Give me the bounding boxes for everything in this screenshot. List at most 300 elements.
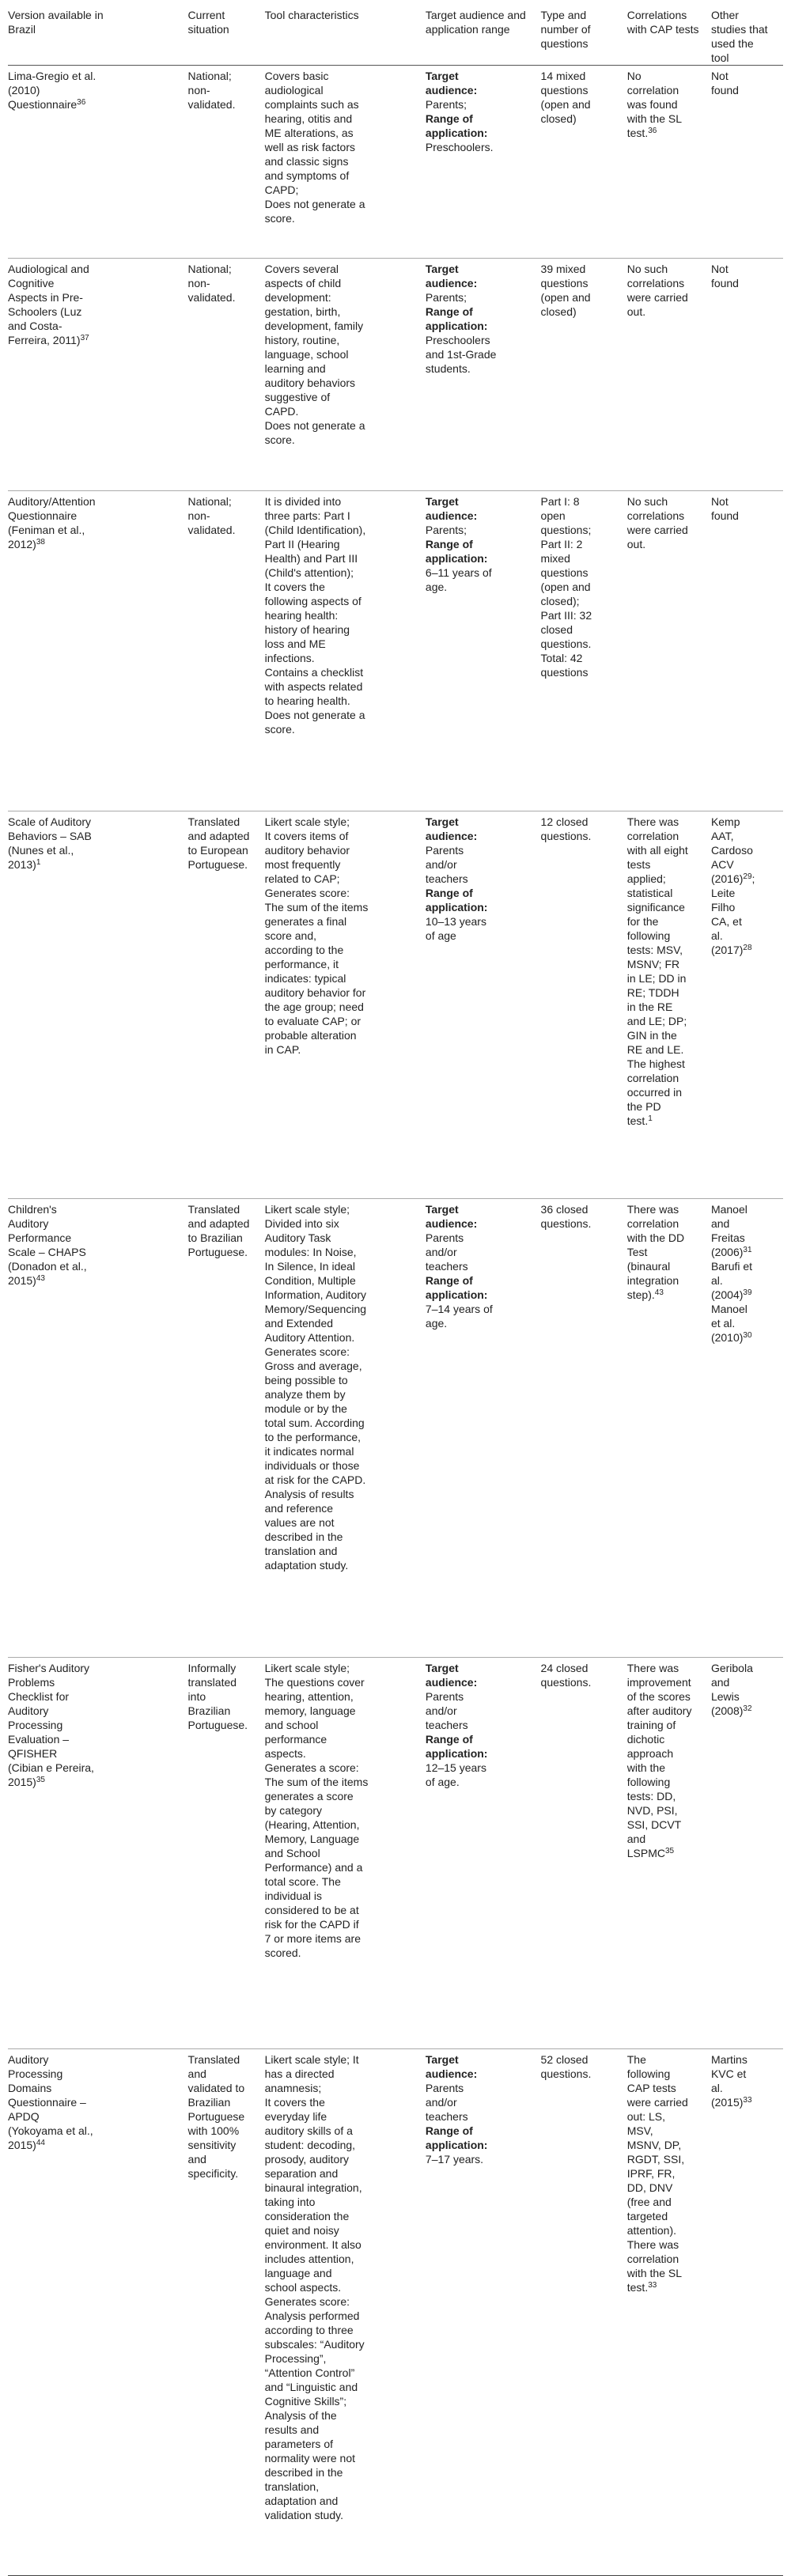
correlations-line <box>627 1259 706 1273</box>
type-line: questions. <box>540 830 592 842</box>
audience-label: Target <box>425 1662 459 1674</box>
version-text: Auditory <box>8 1217 49 1230</box>
correlations-text: NVD, PSI, <box>626 1804 678 1817</box>
correlations-line <box>627 1231 706 1245</box>
audience-value: Parents <box>425 1231 464 1244</box>
audience-line <box>426 1675 536 1689</box>
audience-line <box>426 305 536 319</box>
characteristics-line: Analysis of results <box>264 1488 354 1500</box>
correlations-text: There was <box>626 2238 679 2251</box>
type-line: questions. <box>540 2067 592 2080</box>
review-table <box>8 8 783 2576</box>
correlations-line <box>627 1202 706 1216</box>
others-line <box>711 829 778 843</box>
version-line <box>8 1273 184 1288</box>
version-text: QFISHER <box>8 1747 58 1760</box>
characteristics-line: to evaluate CAP; or <box>264 1015 361 1027</box>
audience-line <box>426 1718 536 1732</box>
correlations-line <box>627 1661 706 1675</box>
correlations-text: with the SL <box>626 2267 683 2279</box>
characteristics-line: taking into <box>264 2196 316 2208</box>
situation-line: validated to <box>187 2082 245 2094</box>
correlations-line <box>627 1028 706 1042</box>
correlations-line <box>627 1803 706 1818</box>
cell-characteristics <box>265 259 426 491</box>
audience-value: of age. <box>425 1776 460 1788</box>
characteristics-line: auditory behavior for <box>264 986 366 999</box>
correlations-text: occurred in <box>626 1086 683 1099</box>
situation-line: into <box>187 1690 206 1703</box>
audience-line <box>426 1316 536 1330</box>
audience-line <box>426 1231 536 1245</box>
characteristics-line: with aspects related <box>264 680 363 693</box>
correlations-line <box>627 1846 706 1860</box>
correlations-text: out. <box>626 305 646 318</box>
others-line <box>711 900 778 914</box>
audience-line <box>426 1732 536 1746</box>
audience-value: teachers <box>425 2110 468 2123</box>
characteristics-line: Divided into six <box>264 1217 339 1230</box>
audience-value: Parents; <box>425 291 467 304</box>
cell-characteristics <box>265 1199 426 1658</box>
correlations-line <box>627 985 706 1000</box>
correlations-text: test. <box>626 127 649 139</box>
audience-value: 7–14 years of <box>425 1303 493 1315</box>
correlations-text: following <box>626 1776 671 1788</box>
others-text: KVC et <box>710 2067 747 2080</box>
table-row <box>8 811 783 1199</box>
correlations-line <box>627 83 706 97</box>
characteristics-line: Cognitive Skills”; <box>264 2395 347 2408</box>
others-line <box>711 886 778 900</box>
situation-line: National; <box>187 495 232 508</box>
characteristics-line: the age group; need <box>264 1001 364 1013</box>
version-line <box>8 829 184 843</box>
characteristics-line: audiological <box>264 84 324 96</box>
type-line: 24 closed <box>540 1662 589 1674</box>
type-line: 39 mixed <box>540 263 586 275</box>
correlations-line <box>627 1288 706 1302</box>
characteristics-line: learning and <box>264 362 326 375</box>
audience-line <box>426 347 536 361</box>
cell-others <box>711 66 783 259</box>
cell-type <box>541 259 627 491</box>
audience-line <box>426 2067 536 2081</box>
correlations-text: targeted <box>626 2210 668 2222</box>
audience-line <box>426 872 536 886</box>
characteristics-line: In Silence, In ideal <box>264 1260 356 1273</box>
audience-label: Range of <box>425 112 473 125</box>
characteristics-line: considered to be at <box>264 1904 359 1916</box>
characteristics-line: scored. <box>264 1946 301 1959</box>
reference-number: 1 <box>648 1114 653 1123</box>
version-line <box>8 1661 184 1675</box>
others-text: (2017) <box>710 944 744 956</box>
correlations-line <box>627 1761 706 1775</box>
column-header-line: used the <box>710 37 754 50</box>
characteristics-line: and symptoms of <box>264 169 350 182</box>
type-line: Part II: 2 <box>540 538 583 550</box>
version-text: 2013) <box>8 858 36 871</box>
others-line <box>711 1216 778 1231</box>
characteristics-line: It is divided into <box>264 495 342 508</box>
characteristics-line: to the performance, <box>264 1431 361 1443</box>
reference-number: 33 <box>743 2096 752 2105</box>
audience-line <box>426 551 536 566</box>
audience-line <box>426 1216 536 1231</box>
characteristics-line: by category <box>264 1804 322 1817</box>
correlations-text: The highest <box>626 1057 685 1070</box>
cell-situation <box>188 811 265 1199</box>
reference-number: 36 <box>648 127 657 135</box>
audience-line <box>426 290 536 305</box>
others-line <box>711 843 778 857</box>
correlations-line <box>627 2181 706 2195</box>
version-text: Processing <box>8 1719 63 1731</box>
audience-line <box>426 361 536 376</box>
characteristics-line: three parts: Part I <box>264 509 350 522</box>
situation-line: with 100% <box>187 2124 240 2137</box>
characteristics-line: Contains a checklist <box>264 666 364 679</box>
version-text: Children's <box>8 1203 57 1216</box>
characteristics-line: risk for the CAPD if <box>264 1918 359 1931</box>
characteristics-line: Does not generate a <box>264 198 365 210</box>
audience-value: Parents <box>425 844 464 857</box>
others-line <box>711 83 778 97</box>
characteristics-line: CAPD; <box>264 183 299 196</box>
cell-audience <box>426 491 541 811</box>
audience-line <box>426 83 536 97</box>
others-text: ; <box>751 872 755 885</box>
cell-type <box>541 2049 627 2576</box>
audience-line <box>426 2109 536 2124</box>
audience-value: teachers <box>425 1260 468 1273</box>
correlations-line <box>627 1245 706 1259</box>
table-row <box>8 1199 783 1658</box>
characteristics-line: Auditory Task <box>264 1231 331 1244</box>
type-line: closed <box>540 623 573 636</box>
version-line <box>8 494 184 509</box>
correlations-text: following <box>626 929 671 942</box>
characteristics-line: well as risk factors <box>264 141 355 153</box>
audience-value: Parents <box>425 2082 464 2094</box>
version-text: 2015) <box>8 1776 36 1788</box>
characteristics-line: Analysis performed <box>264 2309 360 2322</box>
audience-label: Target <box>425 495 459 508</box>
cell-audience <box>426 1658 541 2049</box>
characteristics-line: binaural integration, <box>264 2181 362 2194</box>
correlations-text: attention). <box>626 2224 677 2237</box>
cell-correlations <box>627 491 711 811</box>
others-line <box>711 1288 778 1302</box>
characteristics-line: memory, language <box>264 1704 356 1717</box>
audience-value: and/or <box>425 858 457 871</box>
audience-line <box>426 276 536 290</box>
situation-line: validated. <box>187 291 236 304</box>
audience-label: Target <box>425 1203 459 1216</box>
cell-characteristics <box>265 811 426 1199</box>
correlations-line <box>627 1818 706 1832</box>
table-header <box>8 8 783 66</box>
version-line <box>8 69 184 83</box>
characteristics-line: language, school <box>264 348 349 361</box>
type-line: (open and <box>540 291 591 304</box>
correlations-line <box>627 2195 706 2209</box>
audience-line <box>426 140 536 154</box>
audience-label: application: <box>425 1288 488 1301</box>
correlations-text: CAP tests <box>626 2082 676 2094</box>
situation-line: validated. <box>187 524 236 536</box>
audience-line <box>426 1288 536 1302</box>
characteristics-line: It covers the <box>264 2096 325 2109</box>
audience-label: Range of <box>425 2124 473 2137</box>
version-text: 2015) <box>8 1274 36 1287</box>
audience-line <box>426 2081 536 2095</box>
audience-line <box>426 1775 536 1789</box>
characteristics-line: according to three <box>264 2324 354 2336</box>
column-header-audience <box>426 8 541 66</box>
others-line <box>711 1316 778 1330</box>
situation-line: to European <box>187 844 248 857</box>
column-header-line: tool <box>710 51 729 64</box>
characteristics-line: module or by the <box>264 1402 347 1415</box>
situation-line: National; <box>187 70 232 82</box>
correlations-text: No such <box>626 495 668 508</box>
correlations-line <box>627 1718 706 1732</box>
correlations-line <box>627 2067 706 2081</box>
correlations-line <box>627 1273 706 1288</box>
column-header-line: application range <box>425 23 510 36</box>
reference-number: 43 <box>654 1288 664 1297</box>
correlations-line <box>627 2166 706 2181</box>
characteristics-line: results and <box>264 2423 320 2436</box>
version-text: and Costa- <box>8 320 62 332</box>
audience-line <box>426 1202 536 1216</box>
audience-line <box>426 2138 536 2152</box>
others-line <box>711 943 778 957</box>
audience-label: Range of <box>425 887 473 899</box>
column-header-line: Target audience and <box>425 9 526 21</box>
others-line <box>711 2081 778 2095</box>
audience-label: Target <box>425 70 459 82</box>
reference-number: 44 <box>36 2139 45 2147</box>
characteristics-line: normality were not <box>264 2452 356 2464</box>
others-line <box>711 857 778 872</box>
type-line: closed) <box>540 112 577 125</box>
column-header-line: Other <box>710 9 739 21</box>
situation-line: non- <box>187 509 210 522</box>
characteristics-line: aspects of child <box>264 277 342 289</box>
type-line: Total: 42 <box>540 652 583 664</box>
audience-value: teachers <box>425 872 468 885</box>
correlations-line <box>627 1704 706 1718</box>
version-line <box>8 1689 184 1704</box>
correlations-line <box>627 2124 706 2138</box>
version-text: Questionnaire <box>8 98 78 111</box>
characteristics-line: gestation, birth, <box>264 305 341 318</box>
correlations-text: DD, DNV <box>626 2181 673 2194</box>
characteristics-line: Likert scale style; <box>264 1662 350 1674</box>
others-text: found <box>710 509 739 522</box>
correlations-text: correlations <box>626 509 685 522</box>
correlations-text: tests: MSV, <box>626 944 683 956</box>
others-text: Leite <box>710 887 736 899</box>
correlations-text: the PD <box>626 1100 661 1113</box>
cell-version <box>8 259 188 491</box>
situation-line: and <box>187 2067 206 2080</box>
correlations-text: in the RE <box>626 1001 673 1013</box>
version-text: (Yokoyama et al., <box>8 2124 93 2137</box>
audience-label: Target <box>425 263 459 275</box>
correlations-text: out. <box>626 538 646 550</box>
correlations-text: improvement <box>626 1676 691 1689</box>
correlations-text: correlation <box>626 2253 679 2265</box>
audience-label: audience: <box>425 830 478 842</box>
audience-line <box>426 914 536 929</box>
correlations-text: RGDT, SSI, <box>626 2153 685 2166</box>
characteristics-line: auditory behaviors <box>264 376 356 389</box>
type-line: questions <box>540 666 589 679</box>
others-text: Filho <box>710 901 736 914</box>
correlations-text: MSNV; FR <box>626 958 680 970</box>
others-line <box>711 1661 778 1675</box>
correlations-text: statistical <box>626 887 673 899</box>
characteristics-line: consideration the <box>264 2210 350 2222</box>
correlations-line <box>627 929 706 943</box>
characteristics-line: hearing, otitis and <box>264 112 353 125</box>
version-line <box>8 2124 184 2138</box>
audience-line <box>426 1704 536 1718</box>
audience-line <box>426 1302 536 1316</box>
cell-audience <box>426 66 541 259</box>
audience-label: audience: <box>425 1676 478 1689</box>
audience-value: Parents; <box>425 98 467 111</box>
audience-value: Parents <box>425 1690 464 1703</box>
cell-audience <box>426 811 541 1199</box>
situation-line: and adapted <box>187 1217 250 1230</box>
others-text: (2006) <box>710 1246 744 1258</box>
correlations-text: RE and LE. <box>626 1043 684 1056</box>
audience-value: students. <box>425 362 471 375</box>
version-line <box>8 1746 184 1761</box>
characteristics-line: total sum. According <box>264 1417 365 1429</box>
cell-version <box>8 1658 188 2049</box>
column-header-line: Correlations <box>626 9 687 21</box>
others-line <box>711 815 778 829</box>
characteristics-line: separation and <box>264 2167 339 2180</box>
version-line <box>8 1259 184 1273</box>
characteristics-line: prosody, auditory <box>264 2153 349 2166</box>
correlations-line <box>627 305 706 319</box>
others-text: (2015) <box>710 2096 744 2109</box>
characteristics-line: score. <box>264 212 295 225</box>
correlations-line <box>627 1014 706 1028</box>
audience-label: application: <box>425 1747 488 1760</box>
correlations-line <box>627 2138 706 2152</box>
characteristics-line: following aspects of <box>264 595 361 607</box>
audience-label: application: <box>425 552 488 565</box>
reference-number: 37 <box>80 334 89 342</box>
correlations-text: IPRF, FR, <box>626 2167 676 2180</box>
correlations-text: There was <box>626 1662 679 1674</box>
characteristics-line: adaptation study. <box>264 1559 349 1572</box>
correlations-line <box>627 1689 706 1704</box>
version-line <box>8 509 184 523</box>
characteristics-line: everyday life <box>264 2110 327 2123</box>
correlations-line <box>627 1114 706 1128</box>
version-line <box>8 83 184 97</box>
cell-correlations <box>627 1199 711 1658</box>
correlations-line <box>627 2052 706 2067</box>
version-text: Auditory/Attention <box>8 495 96 508</box>
correlations-text: correlation <box>626 1072 679 1084</box>
correlations-line <box>627 900 706 914</box>
version-line <box>8 1775 184 1789</box>
characteristics-line: CAPD. <box>264 405 299 418</box>
audience-line <box>426 2095 536 2109</box>
others-text: Not <box>710 495 729 508</box>
others-text: AAT, <box>710 830 734 842</box>
correlations-text: test. <box>626 2281 649 2294</box>
others-line <box>711 1273 778 1288</box>
version-text: Schoolers (Luz <box>8 305 82 318</box>
cell-characteristics <box>265 66 426 259</box>
version-text: Behaviors – SAB <box>8 830 92 842</box>
audience-line <box>426 900 536 914</box>
others-line <box>711 2052 778 2067</box>
situation-line: sensitivity <box>187 2139 237 2151</box>
others-text: et al. <box>710 1317 736 1330</box>
version-text: Evaluation – <box>8 1733 70 1746</box>
version-line <box>8 2067 184 2081</box>
correlations-text: out: LS, <box>626 2110 666 2123</box>
audience-value: 7–17 years. <box>425 2153 484 2166</box>
characteristics-line: language and <box>264 2267 332 2279</box>
characteristics-line: related to CAP; <box>264 872 340 885</box>
version-text: Scale of Auditory <box>8 815 92 828</box>
correlations-text: training of <box>626 1719 676 1731</box>
characteristics-line: individual is <box>264 1889 322 1902</box>
audience-value: and/or <box>425 1704 457 1717</box>
version-text: (2010) <box>8 84 40 96</box>
characteristics-line: The questions cover <box>264 1676 365 1689</box>
audience-label: Target <box>425 2053 459 2066</box>
correlations-text: GIN in the <box>626 1029 677 1042</box>
characteristics-line: analyze them by <box>264 1388 346 1401</box>
audience-label: application: <box>425 901 488 914</box>
cell-version <box>8 811 188 1199</box>
audience-label: Range of <box>425 1733 473 1746</box>
version-line <box>8 2052 184 2067</box>
characteristics-line: environment. It also <box>264 2238 361 2251</box>
audience-line <box>426 319 536 333</box>
others-line <box>711 914 778 929</box>
version-text: (Feniman et al., <box>8 524 85 536</box>
version-line <box>8 319 184 333</box>
characteristics-line: loss and ME <box>264 637 326 650</box>
correlations-text: tests: DD, <box>626 1790 676 1802</box>
correlations-line <box>627 97 706 112</box>
characteristics-line: subscales: “Auditory <box>264 2338 365 2351</box>
reference-number: 33 <box>648 2281 657 2290</box>
others-text: found <box>710 84 739 96</box>
audience-line <box>426 97 536 112</box>
audience-line <box>426 1661 536 1675</box>
situation-line: Portuguese. <box>187 1719 248 1731</box>
audience-value: 10–13 years <box>425 915 486 928</box>
characteristics-line: It covers the <box>264 581 325 593</box>
correlations-line <box>627 1071 706 1085</box>
